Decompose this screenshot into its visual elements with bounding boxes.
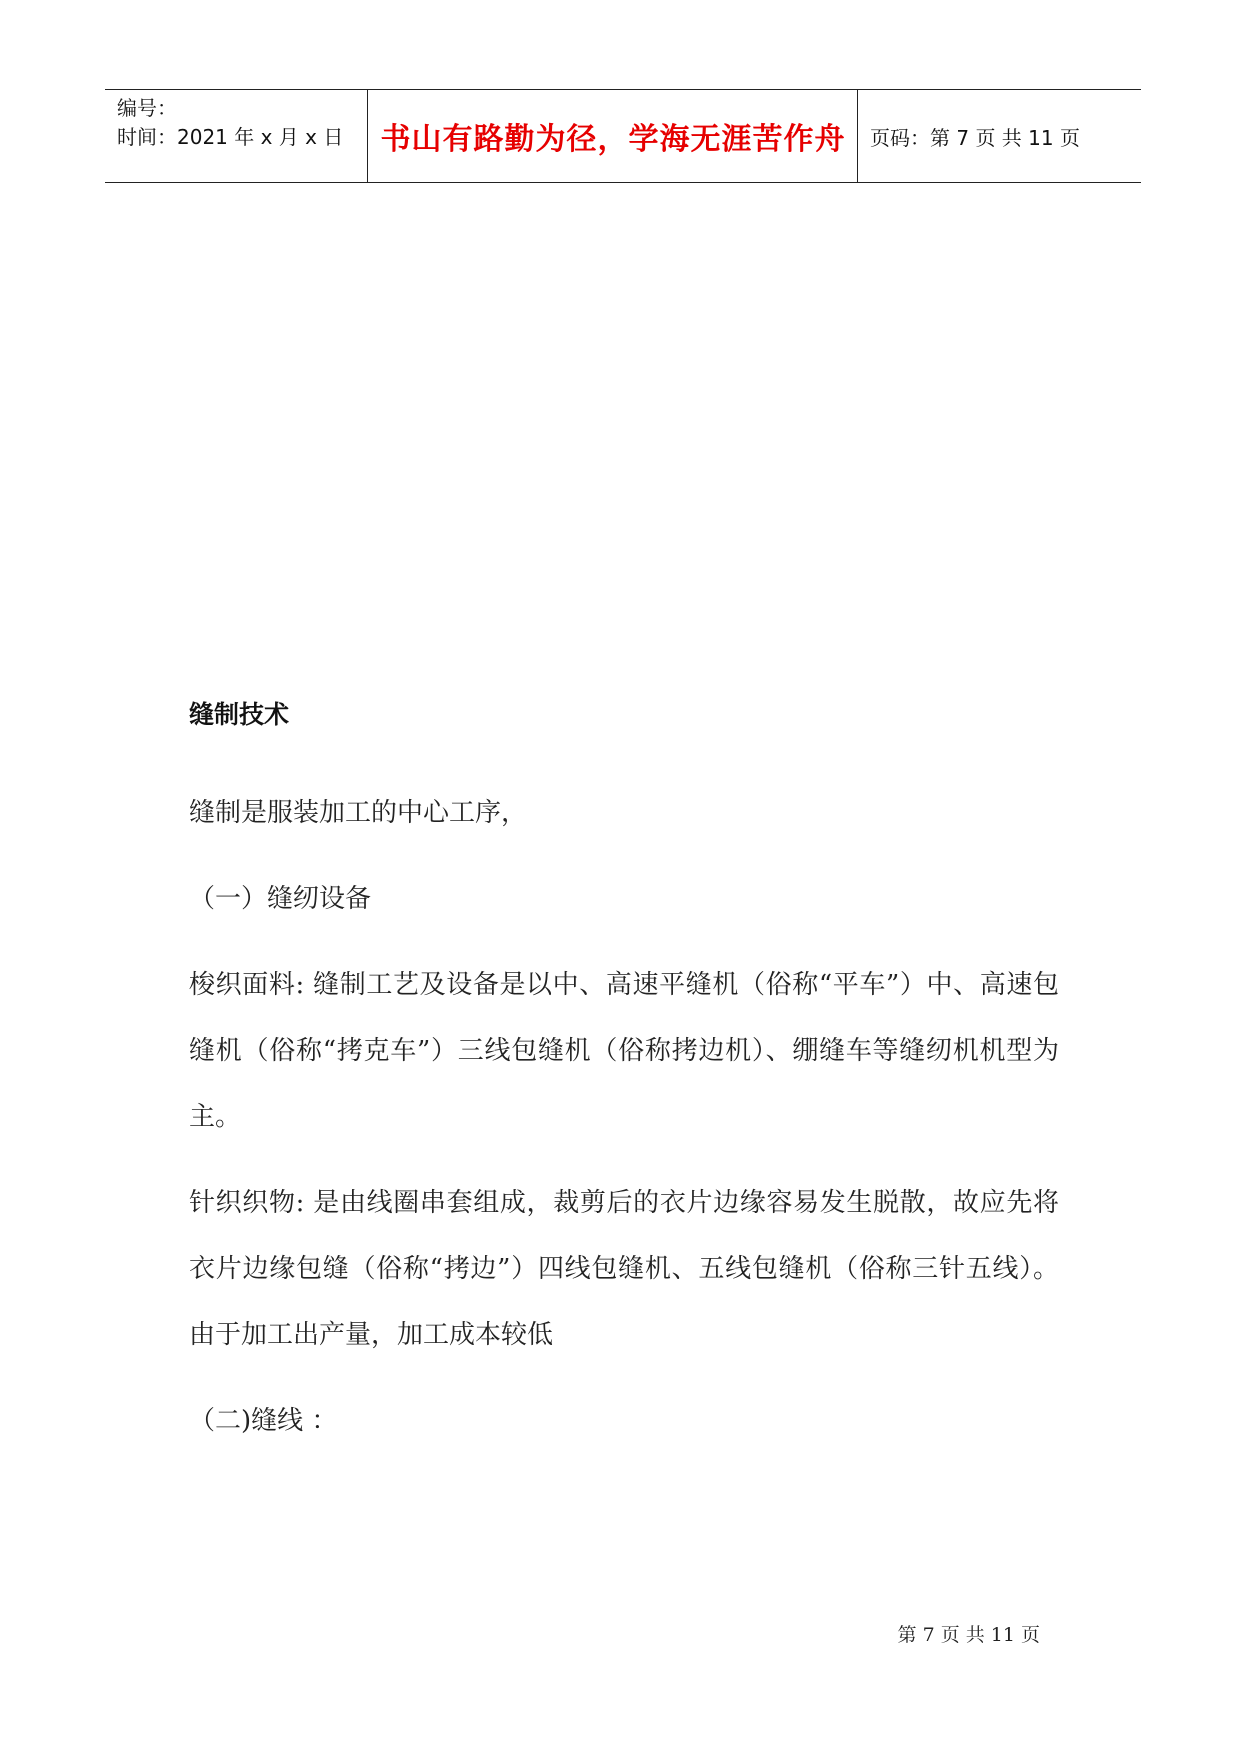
header-motto: 书山有路勤为径，学海无涯苦作舟 (380, 122, 846, 157)
woven-fabric-paragraph: 梭织面料: 缝制工艺及设备是以中、高速平缝机（俗称“平车”）中、高速包缝机（俗称“拷克车”）三线包缝机（俗称拷边机）、绷缝车等缝纫机机型为主。 (189, 970, 1059, 1132)
doc-time-label: 时间：2021 年 x 月 x 日 (117, 125, 344, 149)
page-footer: 第 7 页 共 11 页 (897, 1624, 1040, 1646)
knit-fabric-paragraph: 针织织物: 是由线圈串套组成，裁剪后的衣片边缘容易发生脱散，故应先将衣片边缘包缝（俗称“拷边”）四线包缝机、五线包缝机（俗称三针五线）。由于加工出产量，加工成本较低 (189, 1188, 1059, 1350)
header-divider-left (367, 90, 368, 182)
page-header (105, 89, 1141, 183)
section-title: 缝制技术 (189, 700, 290, 729)
document-body (189, 690, 1059, 1474)
intro-paragraph: 缝制是服装加工的中心工序， (189, 798, 528, 828)
header-divider-right (857, 90, 858, 182)
header-meta (117, 94, 343, 152)
subsection-title-equipment: （一）缝纫设备 (189, 884, 372, 914)
subsection-title-thread: （二)缝线 ： (189, 1406, 338, 1436)
header-page-number: 页码：第 7 页 共 11 页 (870, 125, 1080, 150)
doc-number-label: 编号： (117, 96, 177, 120)
